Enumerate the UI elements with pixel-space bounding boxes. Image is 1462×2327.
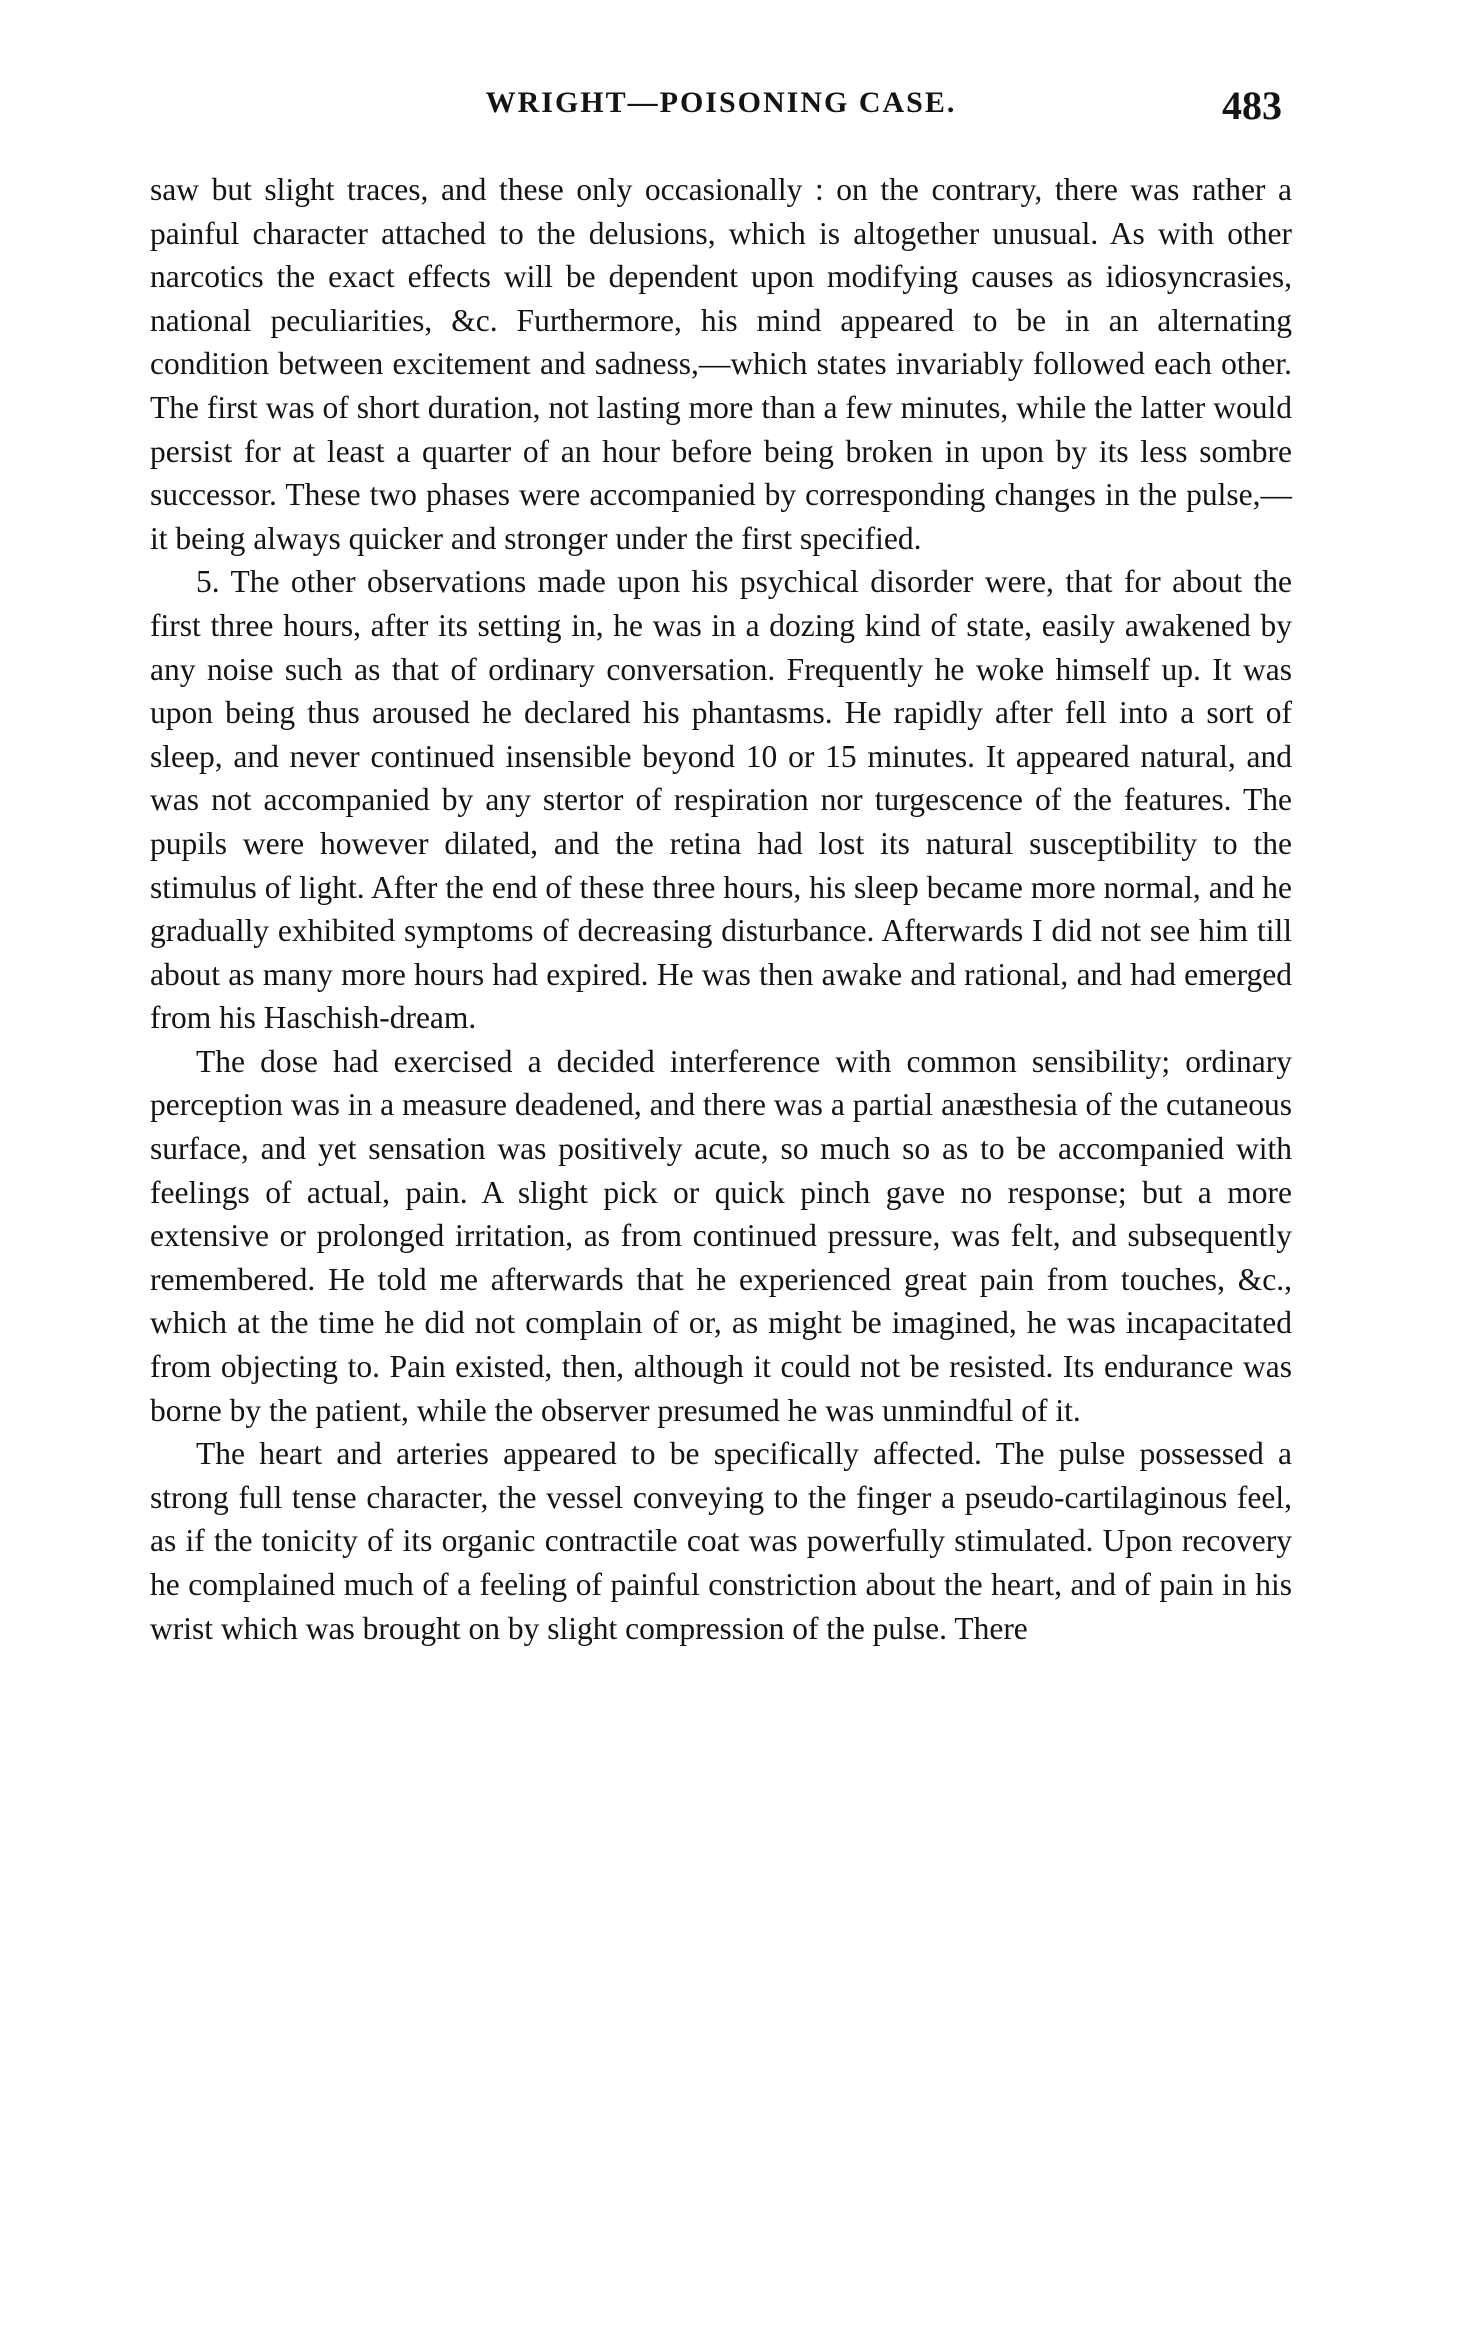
page-number: 483	[1222, 83, 1282, 128]
paragraph-continuation: saw but slight traces, and these only occasionally : on the contrary, there was rather a painful character attached to the delusions, which is altogether unusual. As with other narcotics the exact effects will be dependent upon modifying causes as idiosyncrasies, national peculiarities, &c. Furthermore, his mind appeared to be in an alternating condition between excitement and sadness,—which states invariably followed each other. The first was of short duration, not lasting more than a few minutes, while the latter would persist for at least a quarter of an hour before being broken in upon by its less sombre successor. These two phases were accompanied by corresponding changes in the pulse,—it being always quicker and stronger under the first specified.	[150, 172, 1292, 556]
body-text	[150, 168, 1292, 1650]
running-title: WRIGHT—POISONING CASE.	[485, 86, 957, 119]
paragraph-observations: 5. The other observations made upon his psychical disorder were, that for about the first three hours, after its setting in, he was in a dozing kind of state, easily awakened by any noise such as that of ordinary conversation. Frequently he woke himself up. It was upon being thus aroused he declared his phantasms. He rapidly after fell into a sort of sleep, and never continued insensible beyond 10 or 15 minutes. It appeared natural, and was not accompanied by any stertor of respiration nor turgescence of the features. The pupils were however dilated, and the retina had lost its natural susceptibility to the stimulus of light. After the end of these three hours, his sleep became more normal, and he gradually exhibited symptoms of decreasing disturbance. Afterwards I did not see him till about as many more hours had expired. He was then awake and rational, and had emerged from his Haschish-dream.	[150, 564, 1292, 1036]
paragraph-heart-arteries: The heart and arteries appeared to be specifically affected. The pulse possessed a strong full tense character, the vessel conveying to the finger a pseudo-cartilaginous feel, as if the tonicity of its organic contractile coat was powerfully stimulated. Upon recovery he complained much of a feeling of painful constriction about the heart, and of pain in his wrist which was brought on by slight compression of the pulse. There	[150, 1436, 1292, 1646]
paragraph-sensibility: The dose had exercised a decided interference with common sensibility; ordinary perception was in a measure deadened, and there was a partial anæsthesia of the cutaneous surface, and yet sensation was positively acute, so much so as to be accompanied with feelings of actual, pain. A slight pick or quick pinch gave no response; but a more extensive or prolonged irritation, as from continued pressure, was felt, and subsequently remembered. He told me afterwards that he experienced great pain from touches, &c., which at the time he did not complain of or, as might be imagined, he was incapacitated from objecting to. Pain existed, then, although it could not be resisted. Its endurance was borne by the patient, while the observer presumed he was unmindful of it.	[150, 1043, 1292, 1428]
running-head	[150, 83, 1292, 136]
